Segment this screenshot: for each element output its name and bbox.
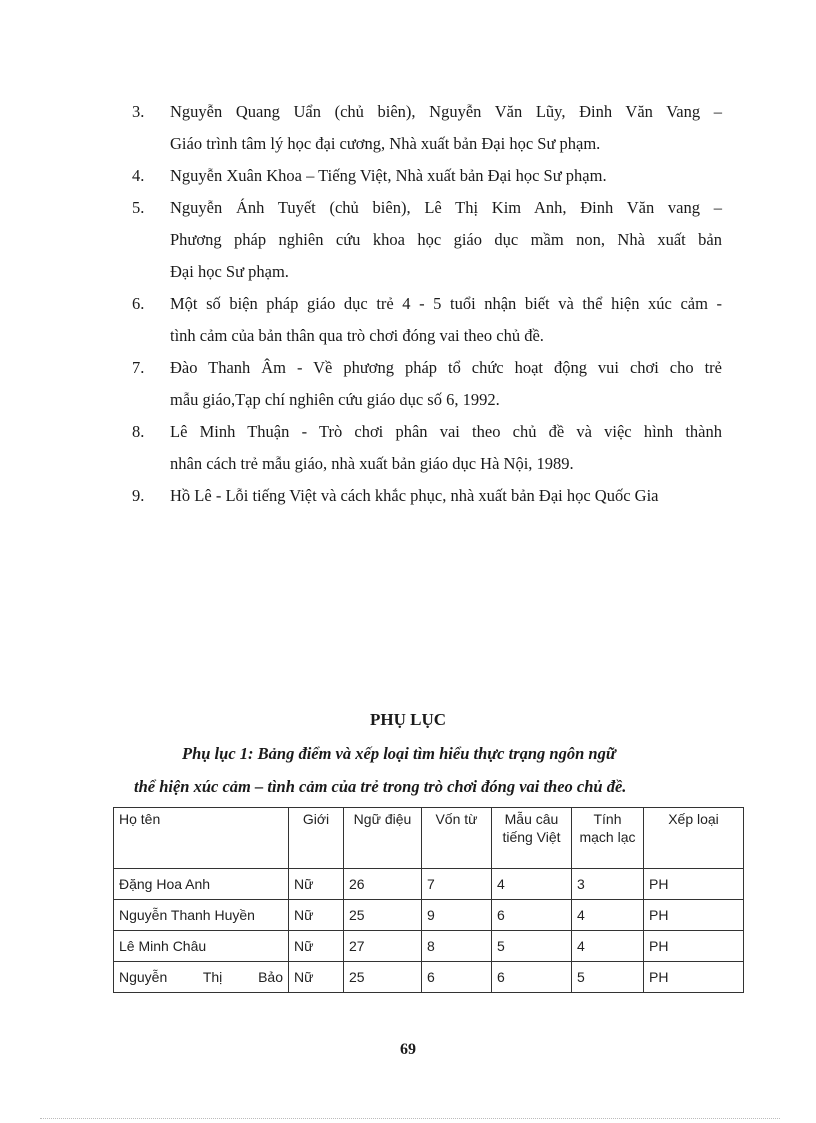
table-cell-name: Lê Minh Châu <box>114 931 289 962</box>
reference-text: Đại học Sư phạm. <box>170 262 289 281</box>
reference-number: 9. <box>132 486 145 505</box>
table-cell: 25 <box>344 962 422 993</box>
reference-text: nhân cách trẻ mẫu giáo, nhà xuất bản giáo dục Hà Nội, 1989. <box>170 454 574 473</box>
column-header: Ngữ điệu <box>344 808 422 869</box>
reference-item <box>132 160 722 192</box>
reference-item <box>132 288 722 352</box>
reference-number: 4. <box>132 166 145 185</box>
reference-text: Phương pháp nghiên cứu khoa học giáo dục mầm non, Nhà xuất bản <box>170 230 722 249</box>
reference-number: 7. <box>132 358 145 377</box>
column-header: Xếp loại <box>644 808 744 869</box>
column-header: Vốn từ <box>422 808 492 869</box>
table-cell: Nữ <box>289 869 344 900</box>
reference-text: tình cảm của bản thân qua trò chơi đóng vai theo chủ đề. <box>170 326 544 345</box>
table-cell: 3 <box>572 869 644 900</box>
table-cell: 9 <box>422 900 492 931</box>
column-header: Họ tên <box>114 808 289 869</box>
reference-item <box>132 416 722 480</box>
table-cell: PH <box>644 931 744 962</box>
reference-number: 6. <box>132 294 145 313</box>
table-cell: Nữ <box>289 900 344 931</box>
table-cell: 4 <box>572 900 644 931</box>
reference-number: 8. <box>132 422 145 441</box>
column-header: Mẫu câu tiếng Việt <box>492 808 572 869</box>
reference-item <box>132 480 722 512</box>
table-cell: 4 <box>572 931 644 962</box>
reference-item <box>132 96 722 160</box>
appendix-subtitle-line2: thể hiện xúc cảm – tình cảm của trẻ trong trò chơi đóng vai theo chủ đề. <box>134 777 627 796</box>
table-cell: 27 <box>344 931 422 962</box>
reference-text: Một số biện pháp giáo dục trẻ 4 - 5 tuổi nhận biết và thể hiện xúc cảm - <box>170 294 722 313</box>
column-header: Tính mạch lạc <box>572 808 644 869</box>
table-cell: 25 <box>344 900 422 931</box>
table-cell: PH <box>644 869 744 900</box>
table-cell: PH <box>644 900 744 931</box>
table-cell: Nữ <box>289 962 344 993</box>
table-row <box>114 900 744 931</box>
reference-text: Hồ Lê - Lỗi tiếng Việt và cách khắc phục, nhà xuất bản Đại học Quốc Gia <box>170 486 659 505</box>
reference-text: Giáo trình tâm lý học đại cương, Nhà xuất bản Đại học Sư phạm. <box>170 134 601 153</box>
table-row <box>114 962 744 993</box>
page-number: 69 <box>400 1041 416 1058</box>
reference-number: 5. <box>132 198 145 217</box>
table-row <box>114 931 744 962</box>
appendix-subtitle-line1: Phụ lục 1: Bảng điểm và xếp loại tìm hiểu thực trạng ngôn ngữ <box>182 744 616 763</box>
table-cell: 7 <box>422 869 492 900</box>
table-cell: 6 <box>422 962 492 993</box>
table-cell: PH <box>644 962 744 993</box>
table-cell: Nữ <box>289 931 344 962</box>
table-cell: 5 <box>492 931 572 962</box>
reference-number: 3. <box>132 102 145 121</box>
reference-text: Lê Minh Thuận - Trò chơi phân vai theo chủ đề và việc hình thành <box>170 422 722 441</box>
reference-text: mẫu giáo,Tạp chí nghiên cứu giáo dục số 6, 1992. <box>170 390 500 409</box>
column-header: Giới <box>289 808 344 869</box>
table-header-row <box>114 808 744 869</box>
reference-text: Nguyễn Quang Uẩn (chủ biên), Nguyễn Văn Lũy, Đinh Văn Vang – <box>170 102 722 121</box>
reference-item <box>132 352 722 416</box>
table-cell: 4 <box>492 869 572 900</box>
reference-text: Đào Thanh Âm - Về phương pháp tổ chức hoạt động vui chơi cho trẻ <box>170 358 722 377</box>
table-cell: 26 <box>344 869 422 900</box>
table-cell: 5 <box>572 962 644 993</box>
appendix-heading: PHỤ LỤC <box>369 710 447 729</box>
reference-text: Nguyễn Xuân Khoa – Tiếng Việt, Nhà xuất bản Đại học Sư phạm. <box>170 166 607 185</box>
table-row <box>114 869 744 900</box>
score-table <box>113 807 744 993</box>
table-cell-name: Đặng Hoa Anh <box>114 869 289 900</box>
table-cell: 8 <box>422 931 492 962</box>
table-cell-name: Nguyễn Thị Bảo <box>114 962 289 993</box>
reference-item <box>132 192 722 288</box>
page-bottom-divider <box>40 1118 780 1119</box>
table-cell: 6 <box>492 900 572 931</box>
table-cell: 6 <box>492 962 572 993</box>
references-list <box>132 96 722 512</box>
table-cell-name: Nguyễn Thanh Huyền <box>114 900 289 931</box>
reference-text: Nguyễn Ánh Tuyết (chủ biên), Lê Thị Kim Anh, Đinh Văn vang – <box>170 198 722 217</box>
